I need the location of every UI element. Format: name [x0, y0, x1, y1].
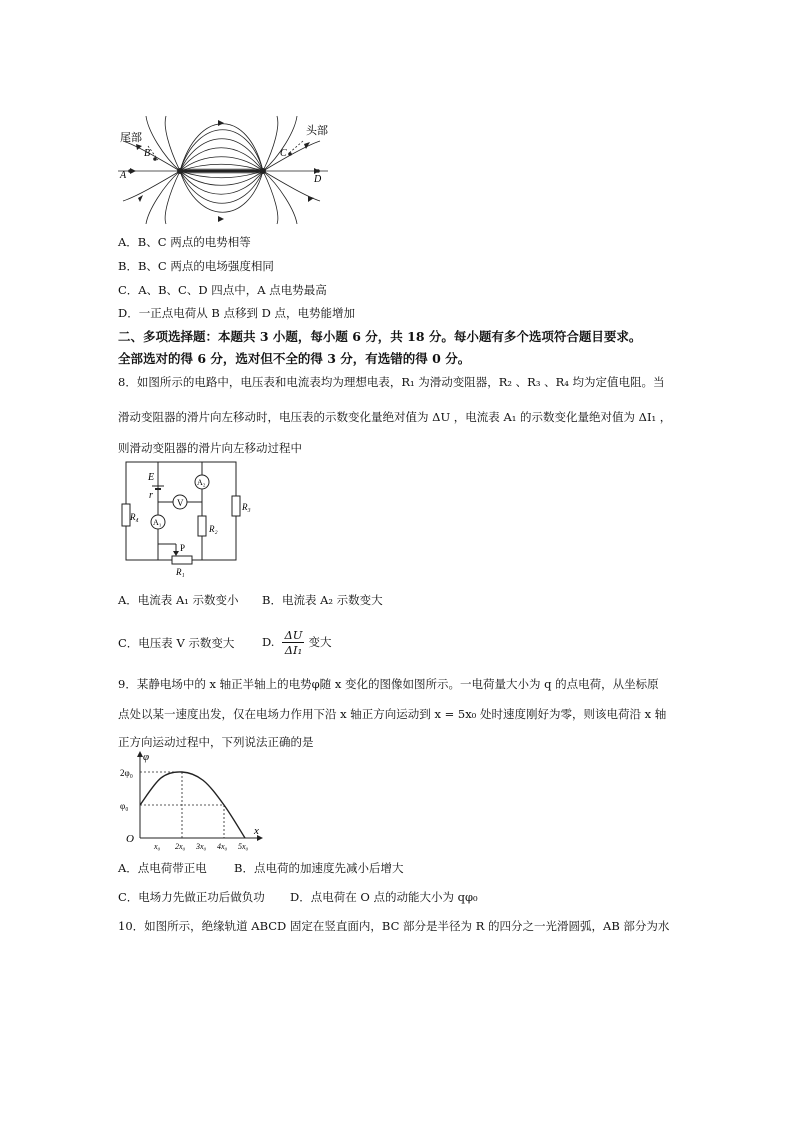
q9-option-c: C．电场力先做正功后做负功	[118, 890, 265, 904]
q7-option-d: D．一正点电荷从 B 点移到 D 点，电势能增加	[118, 306, 356, 320]
q8-option-d	[262, 622, 331, 662]
point-b: B	[144, 148, 151, 159]
label-head: 头部	[306, 125, 328, 137]
label-E: E	[148, 472, 155, 483]
axis-label-x: x	[254, 825, 259, 837]
q8-option-d-prefix: D.	[262, 635, 275, 649]
q8-option-a: A．电流表 A₁ 示数变小	[118, 593, 239, 607]
axis-label-phi: φ	[143, 751, 150, 763]
label-R4: R₄	[130, 512, 139, 522]
q8-stem-1: 8．如图所示的电路中，电压表和电流表均为理想电表，R₁ 为滑动变阻器，R₂ 、R₃ 、R₄ 均为定值电阻。当	[118, 375, 665, 389]
x-tick-label: 2x₀	[175, 842, 186, 851]
x-tick-label: 5x₀	[238, 842, 249, 851]
q7-option-c: C．A、B、C、D 四点中，A 点电势最高	[118, 283, 327, 297]
label-R3: R₃	[242, 502, 251, 512]
q9-option-a: A．点电荷带正电	[118, 861, 207, 875]
q8-stem-3: 则滑动变阻器的滑片向左移动过程中	[118, 441, 302, 455]
q8-option-d-fraction	[282, 628, 304, 657]
q9-stem-1: 9．某静电场中的 x 轴正半轴上的电势φ随 x 变化的图像如图所示。一电荷量大小为 q 的点电荷，从坐标原	[118, 677, 659, 691]
q7-option-a: A．B、C 两点的电势相等	[118, 235, 251, 249]
x-tick-label: 4x₀	[217, 842, 228, 851]
label-V: V	[177, 498, 184, 508]
q8-option-d-suffix: 变大	[308, 635, 332, 649]
x-tick-label: x₀	[154, 842, 161, 851]
field-line-figure	[118, 116, 348, 224]
label-P: P	[180, 543, 186, 553]
origin-label: O	[126, 833, 134, 845]
q8-option-c: C．电压表 V 示数变大	[118, 636, 235, 650]
y-tick-label: 2φ₀	[120, 768, 133, 778]
point-c: C	[280, 148, 287, 159]
circuit-diagram	[118, 458, 251, 578]
q9-stem-3: 正方向运动过程中，下列说法正确的是	[118, 735, 314, 749]
label-tail: 尾部	[120, 132, 142, 144]
fraction-numerator: ΔU	[284, 627, 303, 642]
q8-option-b: B．电流表 A₂ 示数变大	[262, 593, 383, 607]
q10-stem-1: 10．如图所示，绝缘轨道 ABCD 固定在竖直面内，BC 部分是半径为 R 的四分之一光滑圆弧，AB 部分为水	[118, 919, 670, 933]
q8-stem-2: 滑动变阻器的滑片向左移动时，电压表的示数变化量绝对值为 ΔU ，电流表 A₁ 的示数变化量绝对值为 ΔI₁ ，	[118, 410, 672, 424]
fraction-denominator: ΔI₁	[284, 642, 303, 657]
y-tick-label: φ₀	[120, 801, 129, 811]
section2-line2: 全部选对的得 6 分，选对但不全的得 3 分，有选错的得 0 分。	[118, 351, 471, 366]
point-a: A	[120, 170, 127, 181]
q9-option-b: B．点电荷的加速度先减小后增大	[234, 861, 404, 875]
point-d: D	[314, 174, 322, 185]
x-tick-label: 3x₀	[196, 842, 207, 851]
q7-option-b: B．B、C 两点的电场强度相同	[118, 259, 274, 273]
label-R1: R₁	[176, 567, 185, 577]
potential-graph	[118, 750, 264, 850]
section2-line1: 二、多项选择题：本题共 3 小题，每小题 6 分，共 18 分。每小题有多个选项符合题目要求。	[118, 329, 642, 344]
label-r: r	[149, 490, 153, 501]
q9-stem-2: 点处以某一速度出发，仅在电场力作用下沿 x 轴正方向运动到 x = 5x₀ 处时速度刚好为零，则该电荷沿 x 轴	[118, 707, 667, 721]
label-A2: A₂	[197, 478, 206, 487]
label-R2: R₂	[209, 524, 218, 534]
label-A1: A₁	[153, 518, 162, 527]
q9-option-d: D．点电荷在 O 点的动能大小为 qφ₀	[290, 890, 478, 904]
